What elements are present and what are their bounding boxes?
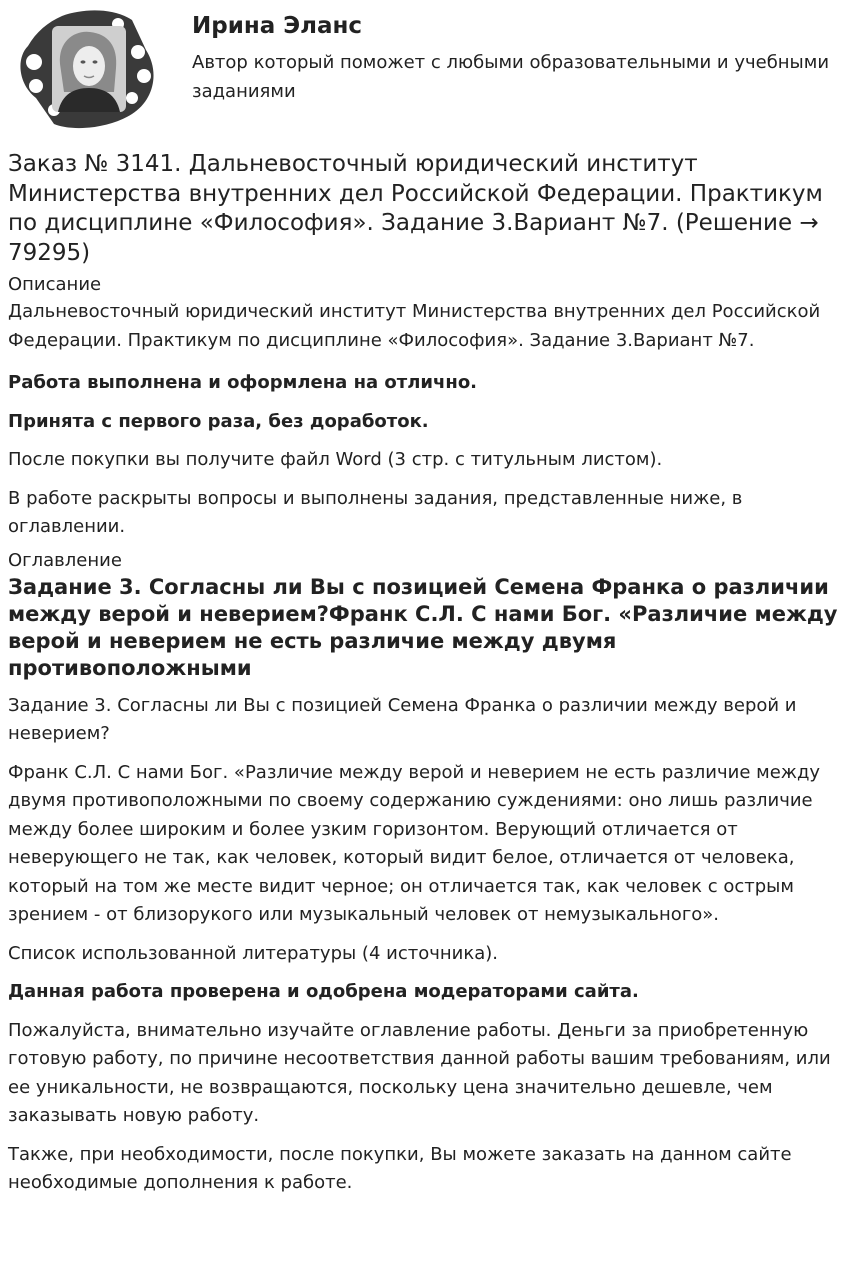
order-title: Заказ № 3141. Дальневосточный юридический институт Министерства внутренних дел Российской Федерации. Практикум по дисциплине «Философия». Задание 3.Вариант №7. (Решение → 79295): [8, 151, 823, 266]
refund-warning: Пожалуйста, внимательно изучайте оглавление работы. Деньги за приобретенную готовую работу, по причине несоответствия данной работы вашим требованиям, или ее уникальности, не возвращаются, поскольку цена значительно дешевле, чем заказывать новую работу.: [8, 1019, 831, 1126]
toc-intro: В работе раскрыты вопросы и выполнены задания, представленные ниже, в оглавлении.: [8, 487, 743, 537]
toc-label: Оглавление: [8, 549, 122, 571]
file-info: После покупки вы получите файл Word (3 стр. с титульным листом).: [8, 449, 663, 470]
toc-heading: Задание 3. Согласны ли Вы с позицией Семена Франка о различии между верой и неверием?Франк С.Л. С нами Бог. «Различие между верой и неверием не есть различие между двумя противоположными: [8, 574, 838, 680]
author-description: Автор который поможет с любыми образовательными и учебными заданиями: [192, 52, 830, 102]
toc-quote: Франк С.Л. С нами Бог. «Различие между верой и неверием не есть различие между двумя противоположными по своему содержанию суждениями: оно лишь различие между более широким и более узким горизонтом. Верующий отличается от неверующего не так, как человек, который видит белое, отличается от человека, который на том же месте видит черное; он отличается так, как человек с острым зрением - от близорукого или музыкальный человек от немузыкального».: [8, 761, 821, 925]
author-block: [8, 0, 839, 140]
description-text: Дальневосточный юридический институт Министерства внутренних дел Российской Федерации. Практикум по дисциплине «Философия». Задание 3.Вариант №7.: [8, 301, 821, 351]
accepted-note: Принята с первого раза, без доработок.: [8, 410, 429, 432]
description-label: Описание: [8, 274, 102, 295]
additions-note: Также, при необходимости, после покупки, Вы можете заказать на данном сайте необходимые дополнения к работе.: [8, 1143, 792, 1193]
author-name: Ирина Эланс: [192, 13, 363, 39]
literature-note: Список использованной литературы (4 источника).: [8, 942, 498, 964]
toc-question: Задание 3. Согласны ли Вы с позицией Семена Франка о различии между верой и неверием?: [8, 694, 797, 744]
author-avatar: [14, 6, 160, 130]
verified-note: Данная работа проверена и одобрена модераторами сайта.: [8, 981, 639, 1002]
excellent-note: Работа выполнена и оформлена на отлично.: [8, 372, 478, 393]
